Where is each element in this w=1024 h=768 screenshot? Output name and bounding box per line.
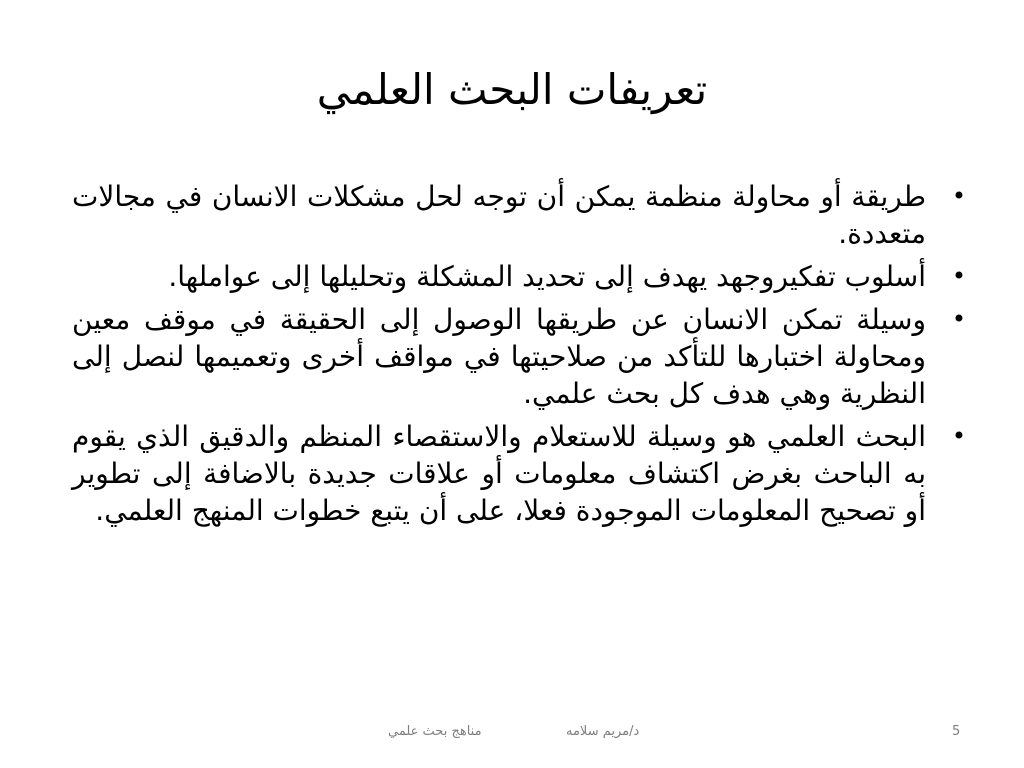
bullet-item [72, 258, 966, 295]
bullet-item [72, 301, 966, 412]
bullet-icon: • [951, 422, 966, 450]
bullet-icon: • [951, 182, 966, 210]
bullet-text: وسيلة تمكن الانسان عن طريقها الوصول إلى الحقيقة في موقف معين ومحاولة اختبارها للتأكد من صلاحيتها في مواقف أخرى وتعميمها لنصل إلى النظرية وهي هدف كل بحث علمي. [72, 303, 926, 410]
bullet-item [72, 178, 966, 252]
bullet-item [72, 418, 966, 529]
bullet-text: طريقة أو محاولة منظمة يمكن أن توجه لحل مشكلات الانسان في مجالات متعددة. [72, 180, 926, 250]
bullet-text: أسلوب تفكيروجهد يهدف إلى تحديد المشكلة وتحليلها إلى عواملها. [168, 260, 926, 293]
footer-author: د/مريم سلامه [566, 724, 640, 739]
bullet-icon: • [951, 262, 966, 290]
footer-course-name: مناهج بحث علمي [388, 724, 482, 739]
bullet-text: البحث العلمي هو وسيلة للاستعلام والاستقصاء المنظم والدقيق الذي يقوم به الباحث بغرض اكتشاف معلومات أو علاقات جديدة بالاضافة إلى تطوير أو تصحيح المعلومات الموجودة فعلا، على أن يتبع خطوات المنهج العلمي. [72, 420, 926, 527]
slide-title: تعريفات البحث العلمي [316, 65, 708, 114]
bullet-list [72, 178, 966, 535]
bullet-icon: • [951, 305, 966, 333]
footer-page-number: 5 [952, 724, 961, 739]
